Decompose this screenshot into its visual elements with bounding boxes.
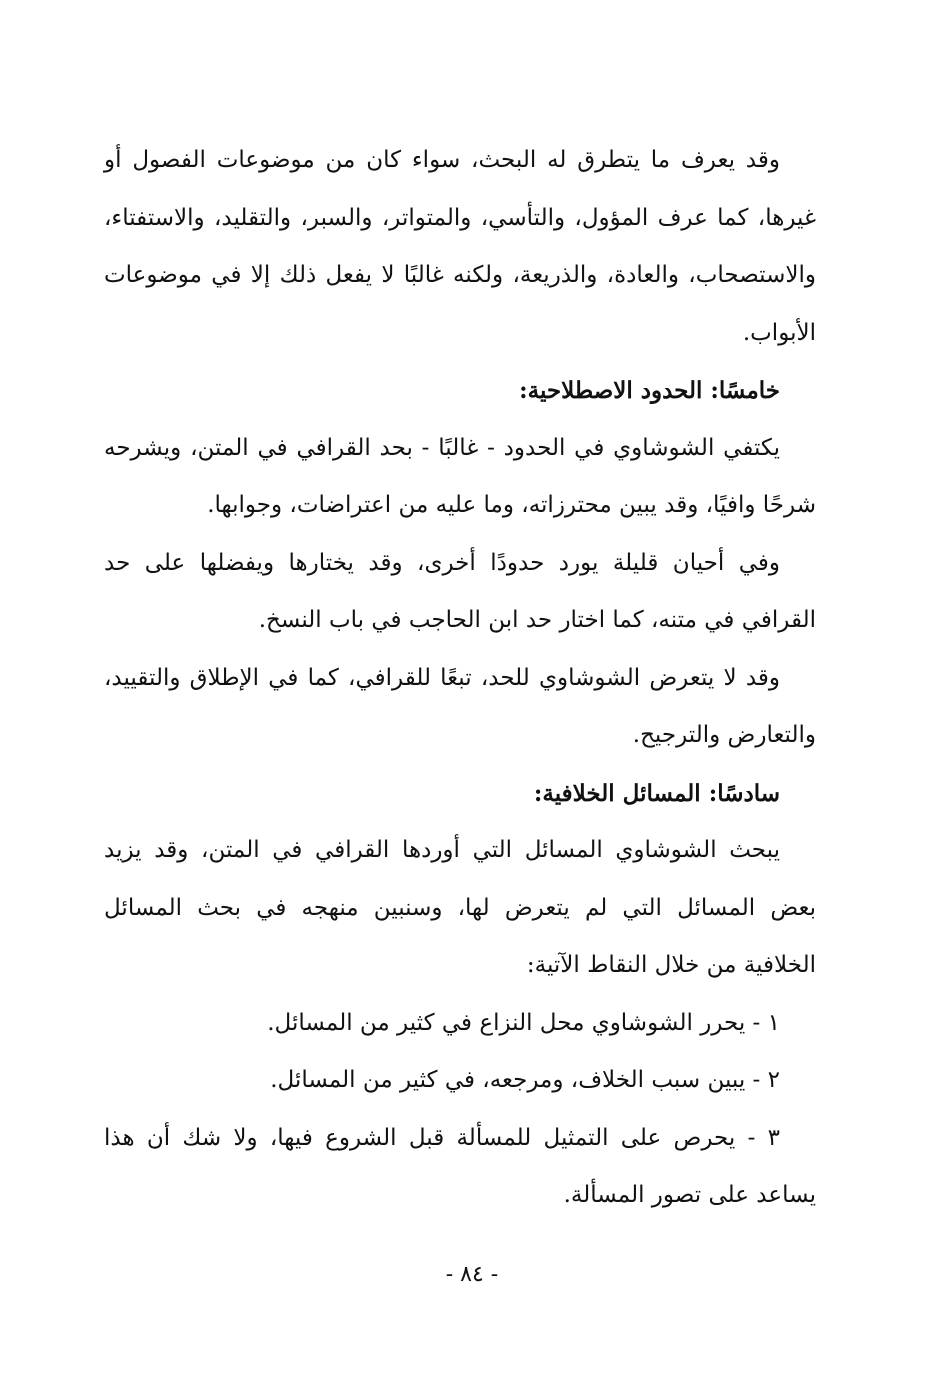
page-number: - ٨٤ - (445, 1262, 499, 1287)
list-item: ١ - يحرر الشوشاوي محل النزاع في كثير من المسائل. (267, 1009, 780, 1036)
section-heading-disputed-issues: سادسًا: المسائل الخلافية: (533, 779, 780, 807)
paragraph-definitions-approach: يكتفي الشوشاوي في الحدود - غالبًا - بحد القرافي في المتن، ويشرحه شرحًا وافيًا، وقد يبين محترزاته، وما عليه من اعتراضات، وجوابها. (104, 434, 816, 518)
paragraph-disputed-issues: يبحث الشوشاوي المسائل التي أوردها القرافي في المتن، وقد يزيد بعض المسائل التي لم يتعرض لها، وسنبين منهجه في بحث المسائل الخلافية من خلال النقاط الآتية: (104, 837, 816, 978)
list-item: ٢ - يبين سبب الخلاف، ومرجعه، في كثير من المسائل. (270, 1067, 780, 1093)
paragraph-other-definitions: وفي أحيان قليلة يورد حدودًا أخرى، وقد يختارها ويفضلها على حد القرافي في متنه، كما اختار حد ابن الحاجب في باب النسخ. (104, 549, 816, 633)
paragraph-topics: وقد يعرف ما يتطرق له البحث، سواء كان من موضوعات الفصول أو غيرها، كما عرف المؤول، والتأسي، والمتواتر، والسبر، والتقليد، والاستفتاء، والاستصحاب، والعادة، والذريعة، ولكنه غالبًا لا يفعل ذلك إلا في موضوعات الأبواب. (104, 147, 816, 346)
page-body (104, 132, 816, 1225)
list-item: ٣ - يحرص على التمثيل للمسألة قبل الشروع فيها، ولا شك أن هذا يساعد على تصور المسألة. (104, 1124, 816, 1208)
section-heading-definitions: خامسًا: الحدود الاصطلاحية: (519, 377, 780, 404)
paragraph-no-definition: وقد لا يتعرض الشوشاوي للحد، تبعًا للقرافي، كما في الإطلاق والتقييد، والتعارض والترجيح. (104, 664, 816, 748)
